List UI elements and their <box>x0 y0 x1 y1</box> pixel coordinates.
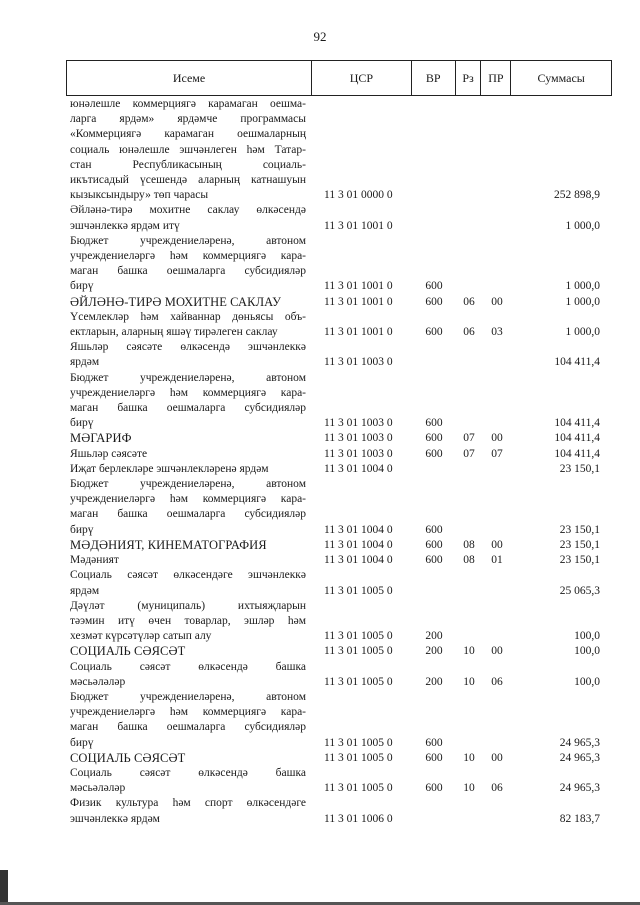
row-name-line: СОЦИАЛЬ СӘЯСӘТ <box>70 750 186 765</box>
row-csr: 11 3 01 1005 0 <box>324 751 393 764</box>
row-vr: 600 <box>425 554 443 567</box>
row-vr: 600 <box>425 417 443 430</box>
row-name-line: юнәлешле коммерциягә карамаган оешма- <box>70 98 306 110</box>
row-name <box>66 234 312 295</box>
row-pr: 00 <box>491 538 503 551</box>
table-row <box>66 766 612 796</box>
row-name-line: Дәүләт (муниципаль) ихтыяҗларын <box>70 599 306 612</box>
row-name <box>66 431 312 446</box>
row-name-line: Мәдәният <box>70 554 119 567</box>
row-sum: 100,0 <box>574 675 600 688</box>
row-name <box>66 340 312 370</box>
row-csr: 11 3 01 0000 0 <box>324 189 393 202</box>
row-name <box>66 310 312 340</box>
table-row <box>66 447 612 462</box>
row-name-line: ярдәм <box>70 584 100 597</box>
row-name-line: учреждениеләргә һәм коммерциягә кара- <box>70 493 306 506</box>
row-name-line: социаль юнәлешле эшчәнлеген һәм Татар- <box>70 143 306 156</box>
row-name-line: бирү <box>70 280 94 293</box>
row-name <box>66 690 312 751</box>
row-sum: 1 000,0 <box>565 280 600 293</box>
row-sum: 1 000,0 <box>565 326 600 339</box>
table-row <box>66 568 612 598</box>
row-sum: 1 000,0 <box>565 295 600 308</box>
table-row <box>66 340 612 370</box>
row-name-line: бирү <box>70 523 94 536</box>
row-name-line: ектларын, аларның яшәү тирәлеген саклау <box>70 326 278 339</box>
row-vr: 600 <box>425 751 443 764</box>
table-row <box>66 97 612 203</box>
table-row <box>66 203 612 233</box>
row-vr: 600 <box>425 280 443 293</box>
row-name-line: ларга ярдәм» ярдәмче программасы <box>70 113 306 126</box>
row-name-line: маган башка оешмаларга субсидияләр <box>70 265 306 278</box>
row-csr: 11 3 01 1005 0 <box>324 675 393 688</box>
header-rz: Рз <box>456 61 482 95</box>
row-sum: 24 965,3 <box>559 782 600 795</box>
row-name-line: Социаль сәясәт өлкәсендә башка <box>70 766 306 779</box>
row-rz: 08 <box>463 554 475 567</box>
row-csr: 11 3 01 1004 0 <box>324 554 393 567</box>
row-name <box>66 447 312 462</box>
row-csr: 11 3 01 1005 0 <box>324 782 393 795</box>
row-name <box>66 751 312 766</box>
row-name <box>66 462 312 477</box>
row-name-line: Социаль сәясәт өлкәсендәге эшчәнлеккә <box>70 569 306 582</box>
row-pr: 06 <box>491 675 503 688</box>
row-csr: 11 3 01 1003 0 <box>324 447 393 460</box>
table-header <box>66 60 612 96</box>
row-vr: 200 <box>425 630 443 643</box>
row-name-line: стан Республикасының социаль- <box>70 158 306 171</box>
row-csr: 11 3 01 1006 0 <box>324 812 393 825</box>
table-row <box>66 660 612 690</box>
row-name-line: учреждениеләргә һәм коммерциягә кара- <box>70 706 306 719</box>
row-sum: 100,0 <box>574 630 600 643</box>
table-row <box>66 431 612 446</box>
row-sum: 252 898,9 <box>554 189 600 202</box>
row-name-line: МӘГАРИФ <box>70 431 132 446</box>
row-pr: 00 <box>491 295 503 308</box>
row-csr: 11 3 01 1001 0 <box>324 280 393 293</box>
row-sum: 1 000,0 <box>565 219 600 232</box>
row-vr: 600 <box>425 295 443 308</box>
row-name <box>66 599 312 645</box>
row-sum: 104 411,4 <box>554 417 600 430</box>
row-sum: 100,0 <box>574 645 600 658</box>
table-row <box>66 796 612 826</box>
row-name <box>66 295 312 310</box>
table-row <box>66 690 612 751</box>
row-vr: 600 <box>425 523 443 536</box>
row-name-line: Яшьләр сәясәте өлкәсендә эшчәнлеккә <box>70 341 306 354</box>
table-row <box>66 751 612 766</box>
row-name-line: бирү <box>70 736 94 749</box>
row-rz: 10 <box>463 675 475 688</box>
table-body <box>66 96 612 827</box>
row-rz: 06 <box>463 326 475 339</box>
row-name-line: Бюджет учреждениеләренә, автоном <box>70 690 306 703</box>
row-vr: 200 <box>425 675 443 688</box>
header-sum: Суммасы <box>537 70 585 85</box>
row-name <box>66 553 312 568</box>
table-row <box>66 371 612 432</box>
header-pr: ПР <box>481 61 511 95</box>
row-name <box>66 796 312 826</box>
row-name-line: СОЦИАЛЬ СӘЯСӘТ <box>70 644 186 659</box>
row-name <box>66 538 312 553</box>
row-rz: 10 <box>463 751 475 764</box>
row-name-line: Бюджет учреждениеләренә, автоном <box>70 371 306 384</box>
row-name-line: учреждениеләргә һәм коммерциягә кара- <box>70 250 306 263</box>
row-name-line: Яшьләр сәясәте <box>70 447 148 460</box>
row-sum: 24 965,3 <box>559 736 600 749</box>
row-csr: 11 3 01 1005 0 <box>324 630 393 643</box>
row-name-line: эшчәнлеккә ярдәм итү <box>70 219 180 232</box>
row-pr: 00 <box>491 645 503 658</box>
row-csr: 11 3 01 1003 0 <box>324 432 393 445</box>
row-csr: 11 3 01 1001 0 <box>324 326 393 339</box>
table-row <box>66 462 612 477</box>
row-name-line: Әйләнә-тирә мохитне саклау өлкәсендә <box>70 204 306 217</box>
row-csr: 11 3 01 1004 0 <box>324 523 393 536</box>
row-name-line: Физик культура һәм спорт өлкәсендәге <box>70 797 306 810</box>
row-name-line: бирү <box>70 417 94 430</box>
row-csr: 11 3 01 1005 0 <box>324 584 393 597</box>
row-name-line: ярдәм <box>70 356 100 369</box>
row-sum: 24 965,3 <box>559 751 600 764</box>
row-pr: 06 <box>491 782 503 795</box>
row-pr: 00 <box>491 432 503 445</box>
row-name <box>66 568 312 598</box>
row-name-line: МӘДӘНИЯТ, КИНЕМАТОГРАФИЯ <box>70 537 267 552</box>
row-sum: 104 411,4 <box>554 432 600 445</box>
row-csr: 11 3 01 1005 0 <box>324 645 393 658</box>
row-csr: 11 3 01 1001 0 <box>324 295 393 308</box>
table-row <box>66 310 612 340</box>
row-rz: 07 <box>463 447 475 460</box>
row-name-line: Үсемлекләр һәм хайваннар дөньясы объ- <box>70 310 306 323</box>
page-number: 92 <box>313 29 327 44</box>
row-name <box>66 766 312 796</box>
row-sum: 25 065,3 <box>559 584 600 597</box>
row-name-line: тәэмин итү өчен товарлар, эшләр һәм <box>70 614 306 627</box>
row-sum: 104 411,4 <box>554 356 600 369</box>
row-sum: 82 183,7 <box>559 812 600 825</box>
row-name-line: учреждениеләргә һәм коммерциягә кара- <box>70 386 306 399</box>
row-name <box>66 97 312 203</box>
row-rz: 06 <box>463 295 475 308</box>
row-rz: 07 <box>463 432 475 445</box>
row-name-line: эшчәнлеккә ярдәм <box>70 812 160 825</box>
table-row <box>66 538 612 553</box>
row-vr: 600 <box>425 538 443 551</box>
row-vr: 600 <box>425 447 443 460</box>
table-row <box>66 234 612 295</box>
table-row <box>66 644 612 659</box>
row-name-line: хезмәт күрсәтүләр сатып алу <box>70 630 212 643</box>
table-row <box>66 553 612 568</box>
row-sum: 104 411,4 <box>554 447 600 460</box>
row-vr: 600 <box>425 736 443 749</box>
table-row <box>66 477 612 538</box>
row-name <box>66 477 312 538</box>
row-sum: 23 150,1 <box>559 538 600 551</box>
header-name: Исеме <box>67 61 312 95</box>
row-rz: 10 <box>463 782 475 795</box>
row-name-line: Социаль сәясәт өлкәсендә башка <box>70 660 306 673</box>
row-csr: 11 3 01 1004 0 <box>324 538 393 551</box>
row-vr: 600 <box>425 782 443 795</box>
row-rz: 08 <box>463 538 475 551</box>
row-name-line: кызыксындыру» төп чарасы <box>70 189 209 202</box>
row-sum: 23 150,1 <box>559 554 600 567</box>
row-vr: 600 <box>425 432 443 445</box>
row-vr: 200 <box>425 645 443 658</box>
row-sum: 23 150,1 <box>559 462 600 475</box>
row-name-line: икътисадый үсешендә аларның катнашуын <box>70 174 306 187</box>
row-name <box>66 644 312 659</box>
row-vr: 600 <box>425 326 443 339</box>
row-rz: 10 <box>463 645 475 658</box>
row-pr: 01 <box>491 554 503 567</box>
row-name-line: мәсьәләләр <box>70 782 126 795</box>
row-name <box>66 203 312 233</box>
row-csr: 11 3 01 1003 0 <box>324 417 393 430</box>
row-name <box>66 371 312 432</box>
row-csr: 11 3 01 1001 0 <box>324 219 393 232</box>
row-name <box>66 660 312 690</box>
header-vr: ВР <box>412 61 456 95</box>
row-name-line: Бюджет учреждениеләренә, автоном <box>70 478 306 491</box>
row-name-line: мәсьәләләр <box>70 675 126 688</box>
row-pr: 07 <box>491 447 503 460</box>
row-name-line: «Коммерциягә карамаган оешмаларның <box>70 128 306 141</box>
budget-table <box>66 60 612 827</box>
row-pr: 00 <box>491 751 503 764</box>
row-name-line: маган башка оешмаларга субсидияләр <box>70 402 306 415</box>
row-sum: 23 150,1 <box>559 523 600 536</box>
row-csr: 11 3 01 1003 0 <box>324 356 393 369</box>
table-row <box>66 295 612 310</box>
row-name-line: маган башка оешмаларга субсидияләр <box>70 508 306 521</box>
row-name-line: Иҗат берлекләре эшчәнлекләренә ярдәм <box>70 462 269 475</box>
scan-margin-edge <box>0 870 8 905</box>
row-name-line: Бюджет учреждениеләренә, автоном <box>70 234 306 247</box>
row-csr: 11 3 01 1005 0 <box>324 736 393 749</box>
table-row <box>66 599 612 645</box>
row-pr: 03 <box>491 326 503 339</box>
row-csr: 11 3 01 1004 0 <box>324 462 393 475</box>
header-csr: ЦСР <box>312 61 412 95</box>
row-name-line: маган башка оешмаларга субсидияләр <box>70 721 306 734</box>
row-name-line: ӘЙЛӘНӘ-ТИРӘ МОХИТНЕ САКЛАУ <box>70 294 282 309</box>
